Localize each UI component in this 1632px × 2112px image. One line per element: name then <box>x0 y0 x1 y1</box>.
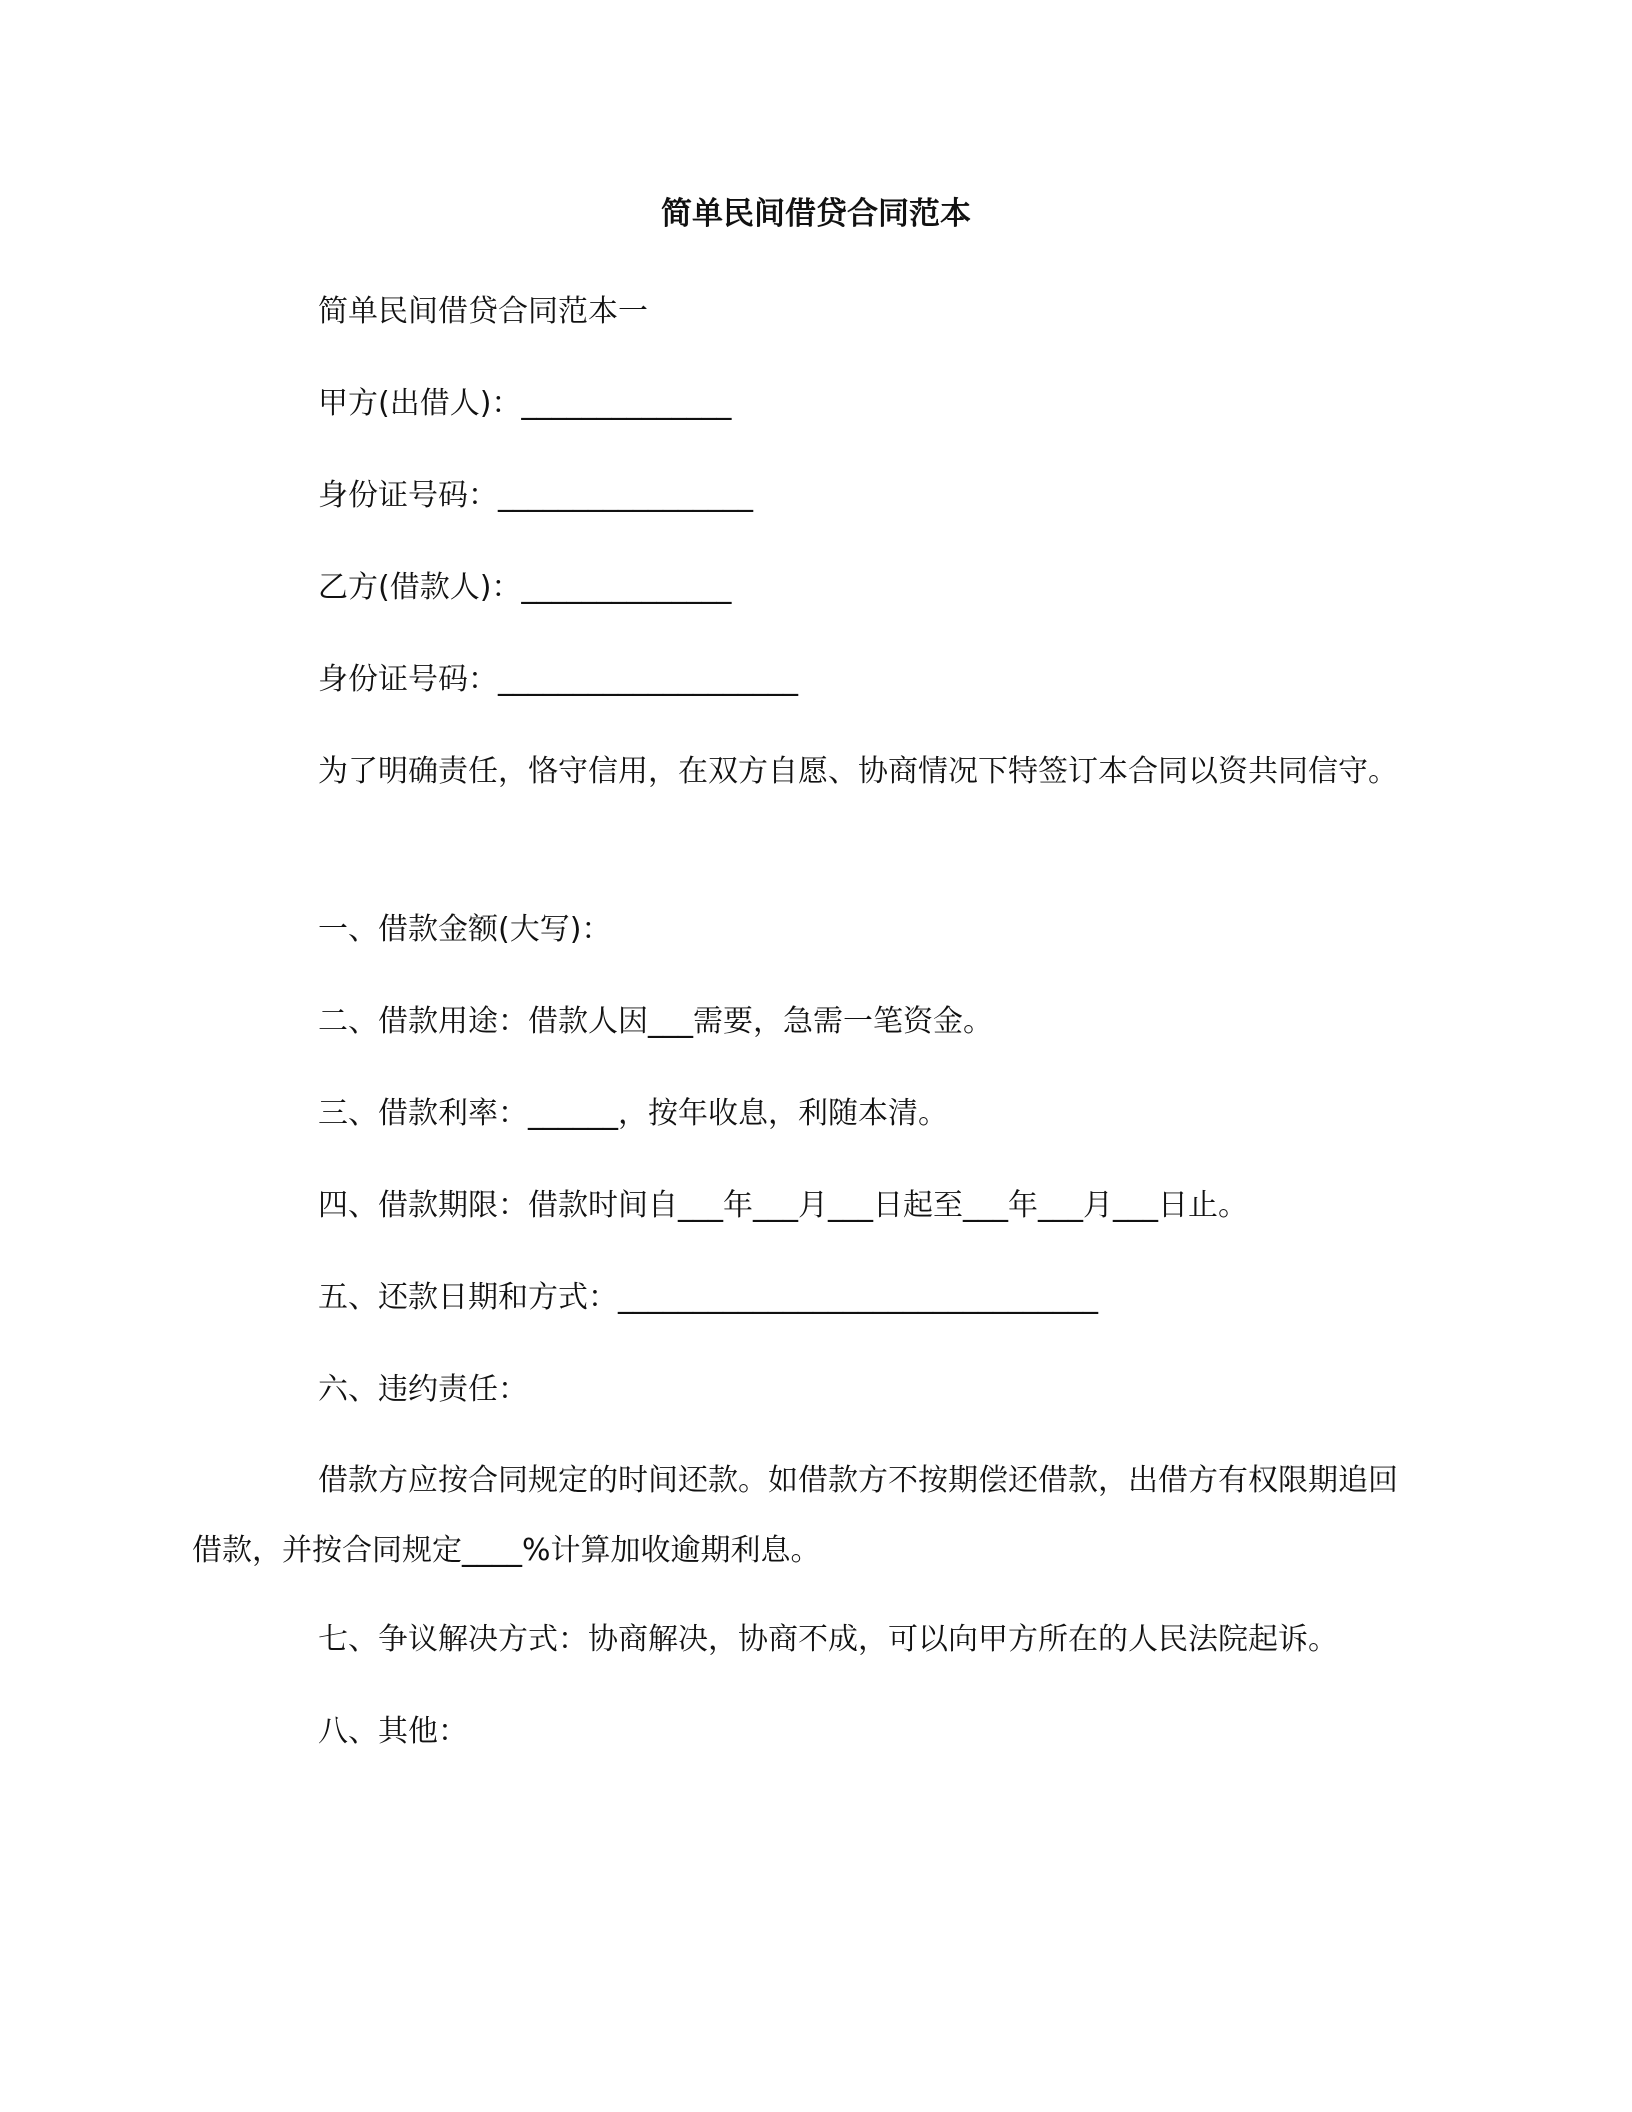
document-title: 简单民间借贷合同范本 <box>661 196 971 232</box>
clause-4-term: 四、借款期限：借款时间自___年___月___日起至___年___月___日止。 <box>318 1188 1248 1223</box>
party-a-line: 甲方(出借人)：______________ <box>318 386 732 421</box>
intro-paragraph: 为了明确责任，恪守信用，在双方自愿、协商情况下特签订本合同以资共同信守。 <box>318 754 1398 789</box>
clause-8-other: 八、其他： <box>318 1714 468 1749</box>
party-b-id-line: 身份证号码：____________________ <box>318 662 798 697</box>
party-b-line: 乙方(借款人)：______________ <box>318 570 732 605</box>
clause-2-purpose: 二、借款用途：借款人因___需要，急需一笔资金。 <box>318 1004 993 1039</box>
clause-5-repayment: 五、还款日期和方式：________________________________ <box>318 1280 1098 1315</box>
clause-6-paragraph: 借款方应按合同规定的时间还款。如借款方不按期偿还借款，出借方有权限期追回借款，并按合同规定____%计算加收逾期利息。 <box>192 1463 1398 1568</box>
clause-6-liability: 六、违约责任： <box>318 1372 528 1407</box>
clause-3-interest: 三、借款利率：______，按年收息，利随本清。 <box>318 1096 948 1131</box>
document-subtitle: 简单民间借贷合同范本一 <box>318 294 648 329</box>
clause-1-amount: 一、借款金额(大写)： <box>318 912 612 947</box>
party-a-id-line: 身份证号码：_________________ <box>318 478 753 513</box>
clause-7-dispute: 七、争议解决方式：协商解决，协商不成，可以向甲方所在的人民法院起诉。 <box>318 1622 1338 1657</box>
